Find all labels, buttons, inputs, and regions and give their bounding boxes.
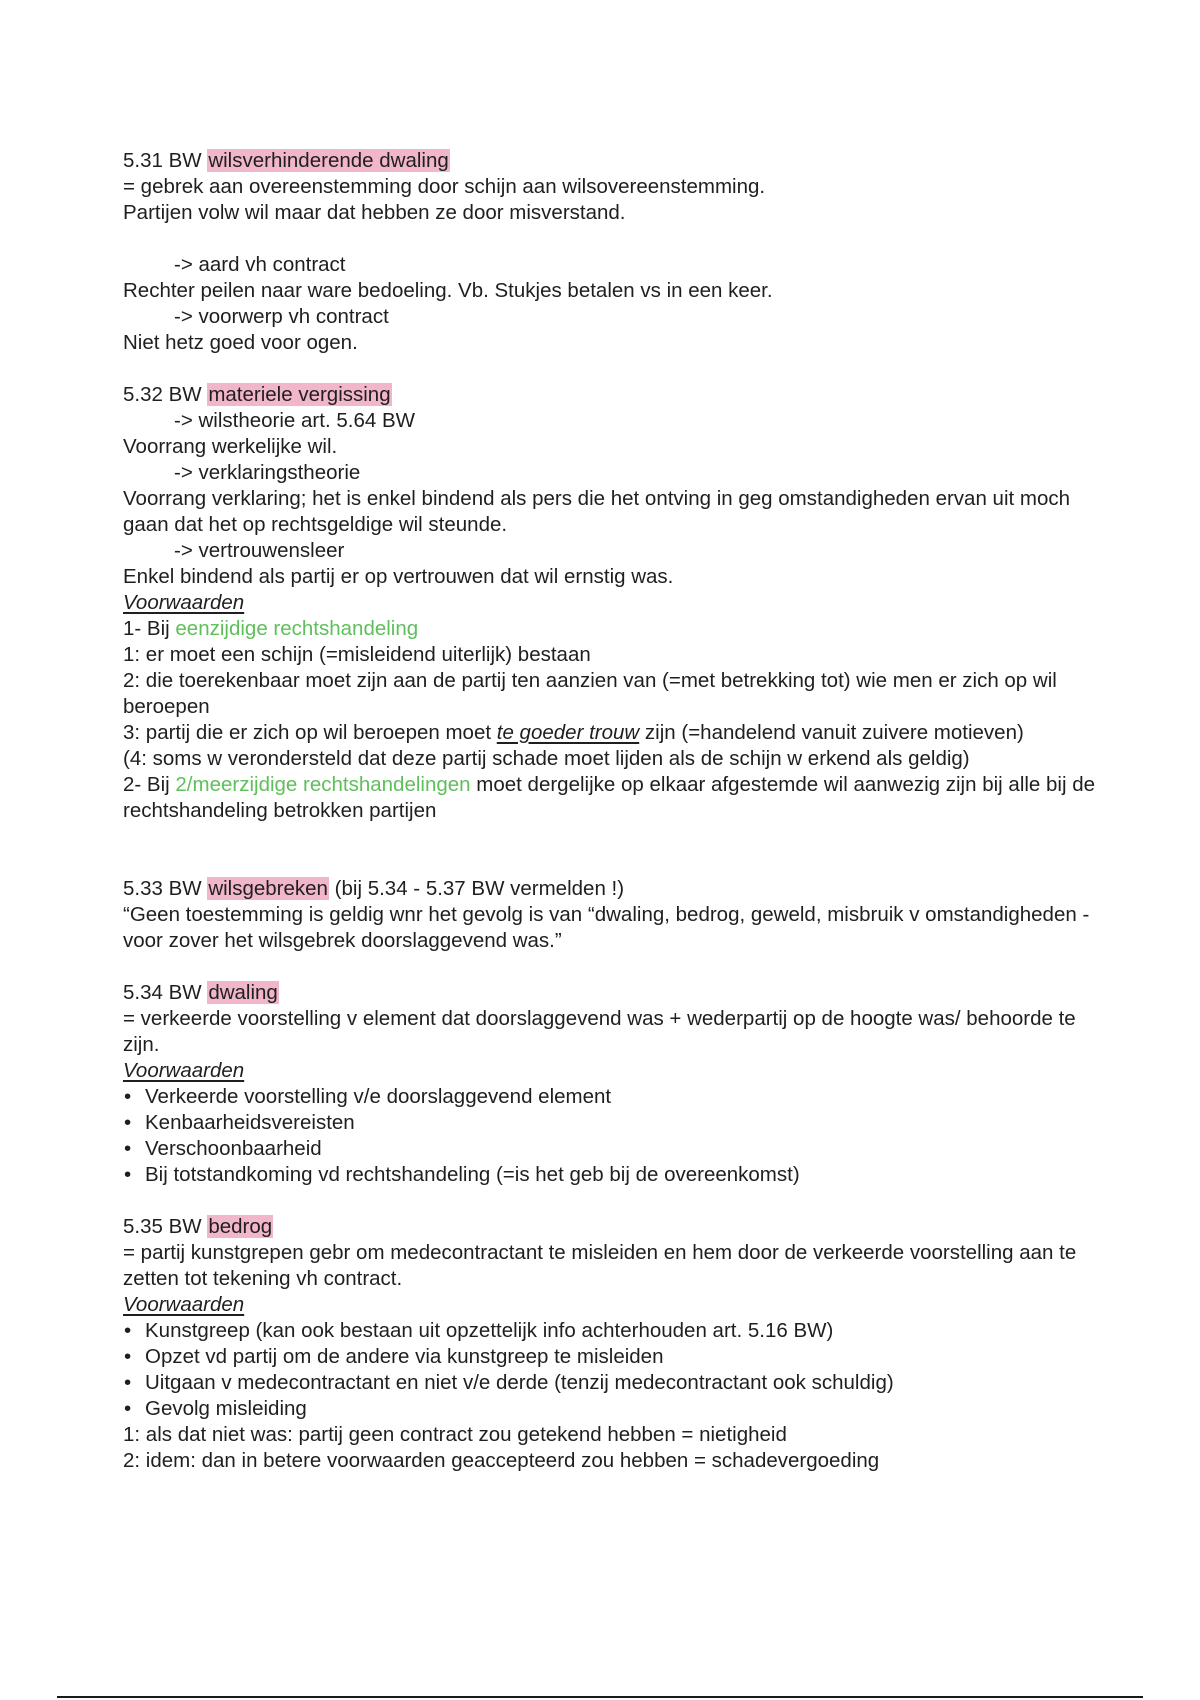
- subheading-arrow: -> vertrouwensleer: [174, 539, 345, 562]
- highlight-term: wilsverhinderende dwaling: [208, 149, 449, 172]
- subheading-arrow: -> wilstheorie art. 5.64 BW: [174, 409, 415, 432]
- condition-1: 1- Bij eenzijdige rechtshandeling: [123, 617, 419, 640]
- notes-content: [123, 148, 1113, 1474]
- bullet-item: • Verkeerde voorstelling v/e doorslaggevend element: [124, 1085, 612, 1108]
- result-item: 2: idem: dan in betere voorwaarden geaccepteerd zou hebben = schadevergoeding: [123, 1449, 880, 1472]
- bullet-item: • Uitgaan v medecontractant en niet v/e derde (tenzij medecontractant ook schuldig): [124, 1371, 894, 1394]
- condition-item: 3: partij die er zich op wil beroepen moet te goeder trouw zijn (=handelend vanuit zuivere motieven): [123, 721, 1024, 744]
- bullet-icon: •: [124, 1137, 132, 1160]
- section-heading-5-32: 5.32 BW materiele vergissing: [123, 383, 391, 406]
- subheading-arrow: -> verklaringstheorie: [174, 461, 361, 484]
- bullet-icon: •: [124, 1345, 132, 1368]
- definition: = verkeerde voorstelling v element dat doorslaggevend was + wederpartij op de hoogte was/ behoorde te zijn.: [123, 1007, 1082, 1056]
- green-term: 2/meerzijdige rechtshandelingen: [175, 773, 471, 796]
- bullet-icon: •: [124, 1163, 132, 1186]
- bullet-icon: •: [124, 1397, 132, 1420]
- highlight-term: bedrog: [208, 1215, 273, 1238]
- highlight-term: wilsgebreken: [208, 877, 328, 900]
- condition-2: 2- Bij 2/meerzijdige rechtshandelingen moet dergelijke op elkaar afgestemde wil aanwezig zijn bij alle bij de rechtshandeling betrokken partijen: [123, 773, 1101, 822]
- bullet-item: • Kunstgreep (kan ook bestaan uit opzettelijk info achterhouden art. 5.16 BW): [124, 1319, 834, 1342]
- condition-item: (4: soms w verondersteld dat deze partij schade moet lijden als de schijn w erkend als geldig): [123, 747, 970, 770]
- highlight-term: dwaling: [208, 981, 278, 1004]
- subheading-arrow: -> voorwerp vh contract: [174, 305, 389, 328]
- definition: = partij kunstgrepen gebr om medecontractant te misleiden en hem door de verkeerde voorstelling aan te zetten tot tekening vh contract.: [123, 1241, 1082, 1290]
- underlined-term: te goeder trouw: [496, 721, 640, 744]
- bullet-icon: •: [124, 1085, 132, 1108]
- footer-divider: [57, 1696, 1143, 1698]
- bullet-icon: •: [124, 1319, 132, 1342]
- text-line: Voorrang verklaring; het is enkel bindend als pers die het ontving in geg omstandigheden ervan uit moch gaan dat het op rechtsgeldige wil steunde.: [123, 487, 1076, 536]
- highlight-term: materiele vergissing: [208, 383, 391, 406]
- text-line: Partijen volw wil maar dat hebben ze door misverstand.: [123, 201, 626, 224]
- section-heading-5-35: 5.35 BW bedrog: [123, 1215, 273, 1238]
- voorwaarden-label: Voorwaarden: [123, 1059, 245, 1082]
- section-heading-5-31: 5.31 BW wilsverhinderende dwaling: [123, 149, 449, 172]
- voorwaarden-label: Voorwaarden: [123, 1293, 245, 1316]
- definition: = gebrek aan overeenstemming door schijn aan wilsovereenstemming.: [123, 175, 766, 198]
- bullet-item: • Opzet vd partij om de andere via kunstgreep te misleiden: [124, 1345, 664, 1368]
- text-line: Voorrang werkelijke wil.: [123, 435, 338, 458]
- bullet-item: • Bij totstandkoming vd rechtshandeling (=is het geb bij de overeenkomst): [124, 1163, 800, 1186]
- quote-text: “Geen toestemming is geldig wnr het gevolg is van “dwaling, bedrog, geweld, misbruik v omstandigheden - voor zover het wilsgebrek doorslaggevend was.”: [123, 903, 1095, 952]
- condition-item: 1: er moet een schijn (=misleidend uiterlijk) bestaan: [123, 643, 591, 666]
- subheading-arrow: -> aard vh contract: [174, 253, 346, 276]
- bullet-icon: •: [124, 1371, 132, 1394]
- voorwaarden-label: Voorwaarden: [123, 591, 245, 614]
- bullet-icon: •: [124, 1111, 132, 1134]
- text-line: Rechter peilen naar ware bedoeling. Vb. Stukjes betalen vs in een keer.: [123, 279, 773, 302]
- result-item: 1: als dat niet was: partij geen contract zou getekend hebben = nietigheid: [123, 1423, 787, 1446]
- bullet-item: • Kenbaarheidsvereisten: [124, 1111, 355, 1134]
- condition-item: 2: die toerekenbaar moet zijn aan de partij ten aanzien van (=met betrekking tot) wie men er zich op wil beroepen: [123, 669, 1063, 718]
- text-line: Enkel bindend als partij er op vertrouwen dat wil ernstig was.: [123, 565, 674, 588]
- bullet-item: • Verschoonbaarheid: [124, 1137, 322, 1160]
- text-line: Niet hetz goed voor ogen.: [123, 331, 358, 354]
- green-term: eenzijdige rechtshandeling: [175, 617, 419, 640]
- bullet-item: • Gevolg misleiding: [124, 1397, 307, 1420]
- section-heading-5-33: 5.33 BW wilsgebreken (bij 5.34 - 5.37 BW vermelden !): [123, 877, 625, 900]
- section-heading-5-34: 5.34 BW dwaling: [123, 981, 278, 1004]
